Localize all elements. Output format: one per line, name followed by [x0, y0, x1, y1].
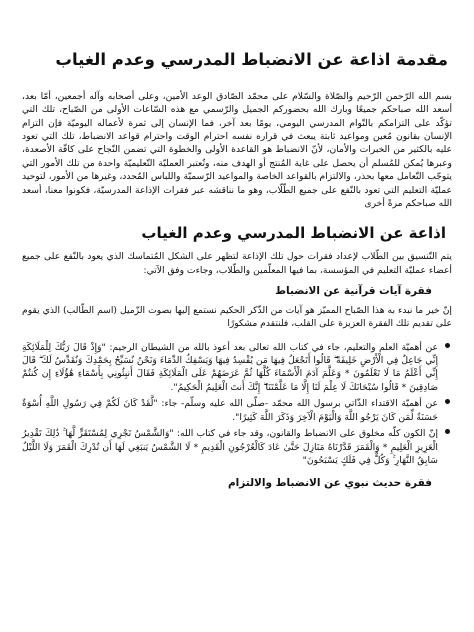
- list-item: [22, 427, 438, 467]
- section-intro-paragraph: يتم التّنسيق بين الطّلاب لإعداد فقرات حول تلك الإذاعة لتظهر على الشكل المُتماسك الذي يعود بالنّفع على جميع أعضاء عمليّة التعليم في المؤسسة، بما فيها المعلّمين والطّلاب، وجاءت وفق الآتي:: [22, 251, 452, 276]
- list-item: [22, 397, 438, 424]
- list-item-text: عن أهميّة العلم والتعليم، جاء في كتاب الله تعالى بعد أعوذ بالله من الشيطان الرجيم: "وَإِذْ قَالَ رَبُّكَ لِلْمَلَائِكَةِ إِنِّي جَاعِلٌ فِي الْأَرْضِ خَلِيفَةً ۖ قَالُوا أَتَجْعَلُ فِيهَا مَن يُفْسِدُ فِيهَا وَيَسْفِكُ الدِّمَاءَ وَنَحْنُ نُسَبِّحُ بِحَمْدِكَ وَنُقَدِّسُ لَكَ ۖ قَالَ إِنِّي أَعْلَمُ مَا لَا تَعْلَمُونَ * وَعَلَّمَ آدَمَ الْأَسْمَاءَ كُلَّهَا ثُمَّ عَرَضَهُمْ عَلَى الْمَلَائِكَةِ فَقَالَ أَنبِئُونِي بِأَسْمَاءِ هَٰؤُلَاءِ إِن كُنتُمْ صَادِقِينَ * قَالُوا سُبْحَانَكَ لَا عِلْمَ لَنَا إِلَّا مَا عَلَّمْتَنَا ۖ إِنَّكَ أَنتَ الْعَلِيمُ الْحَكِيمُ".: [22, 341, 438, 393]
- list-item: [22, 341, 438, 395]
- page-title: مقدمة اذاعة عن الانضباط المدرسي وعدم الغياب: [55, 50, 448, 69]
- intro-paragraph: بسم الله الرّحمن الرّحيم والصّلاة والسّلام على محمّد الصّادق الوعد الأمين، وعلى أصحابه وآله أجمعين، أمّا بعد، أسعد الله صباحكم جميعًا وبارك الله بحضوركم الجميل والرّسمي مع هذه السّاعات الأولى من الصّباح، تلك التي تؤكّد على التزامكم بالتّوام المدرسي اليومي، يومًا بعد آخر، فما الإنسان إلى ثمرة لأعماله اليوميّة فإن التزام الإنسان بقانون مُعين ومواعيد ثابتة يبعث في قراره نفسه احترام الوقت واحترام قواعد الانضباط، تلك التي تعود عليه بالكثير من الخبرات والأمان، لأنّ الانضباط هو القاعدة الأولى والخطوة التي تضمن النّجاح على كافّة الأصعدة، وعبرها يُمكن للمُسلم أن يحصل على غاية المُنتج أو الهدف منه، وتُعتبر العمليّة التّعليميّة واحدة من تلك الأمور التي يتوجّب التّعامل معها بحذر، والالتزام بالقواعد الخاصة والمواعيد الرّسميّة واللباس المُحدد، وغيرها من الأمور، لتوحيد عمليّة التعليم التي تعود بالنّفع على جميع الطّلّاب، وهو ما نناقشه عبر فقرات الإذاعة المدرسيّة، فكونوا معنا، أسعد الله صباحكم مرةً أخرى: [22, 90, 452, 210]
- section-title: اذاعة عن الانضباط المدرسي وعدم الغياب: [141, 224, 446, 243]
- bullet-icon: [445, 399, 450, 404]
- quran-heading: فقرة آيات قرآنية عن الانضباط: [275, 285, 432, 298]
- quran-intro-paragraph: إنّ خير ما نبدء به هذا الصّباح المميّز هو آيات من الذّكر الحكيم نستمع إليها بصوت الزّميل (اسم الطّالب) الذي يقوم على تقديم تلك الفقرة العزيزة على القلب، فلنتقدم مشكورًا: [22, 304, 452, 330]
- bullet-icon: [445, 429, 450, 434]
- list-item-text: إنّ الكون كلّه مخلوق على الانضباط والقانون، وقد جاء في كتاب الله: "وَالشَّمْسُ تَجْرِي لِمُسْتَقَرٍّ لَّهَا ۚ ذَٰلِكَ تَقْدِيرُ الْعَزِيزِ الْعَلِيمِ * وَالْقَمَرَ قَدَّرْنَاهُ مَنَازِلَ حَتَّىٰ عَادَ كَالْعُرْجُونِ الْقَدِيمِ * لَا الشَّمْسُ يَنبَغِي لَهَا أَن تُدْرِكَ الْقَمَرَ وَلَا اللَّيْلُ سَابِقُ النَّهَارِ ۚ وَكُلٌّ فِي فَلَكٍ يَسْبَحُونَ": [22, 428, 438, 466]
- quran-verses-list: [22, 341, 452, 468]
- list-item-text: عن أهميّة الاقتداء الذّاتي برسول الله محمّد -صلّى الله عليه وسلّم- جاء: "لَّقَدْ كَانَ لَكُمْ فِي رَسُولِ اللَّهِ أُسْوَةٌ حَسَنَةٌ لِّمَن كَانَ يَرْجُو اللَّهَ وَالْيَوْمَ الْآخِرَ وَذَكَرَ اللَّهَ كَثِيرًا".: [22, 398, 438, 423]
- bullet-icon: [445, 343, 450, 348]
- hadith-heading: فقرة حديث نبوي عن الانضباط والالتزام: [227, 477, 432, 490]
